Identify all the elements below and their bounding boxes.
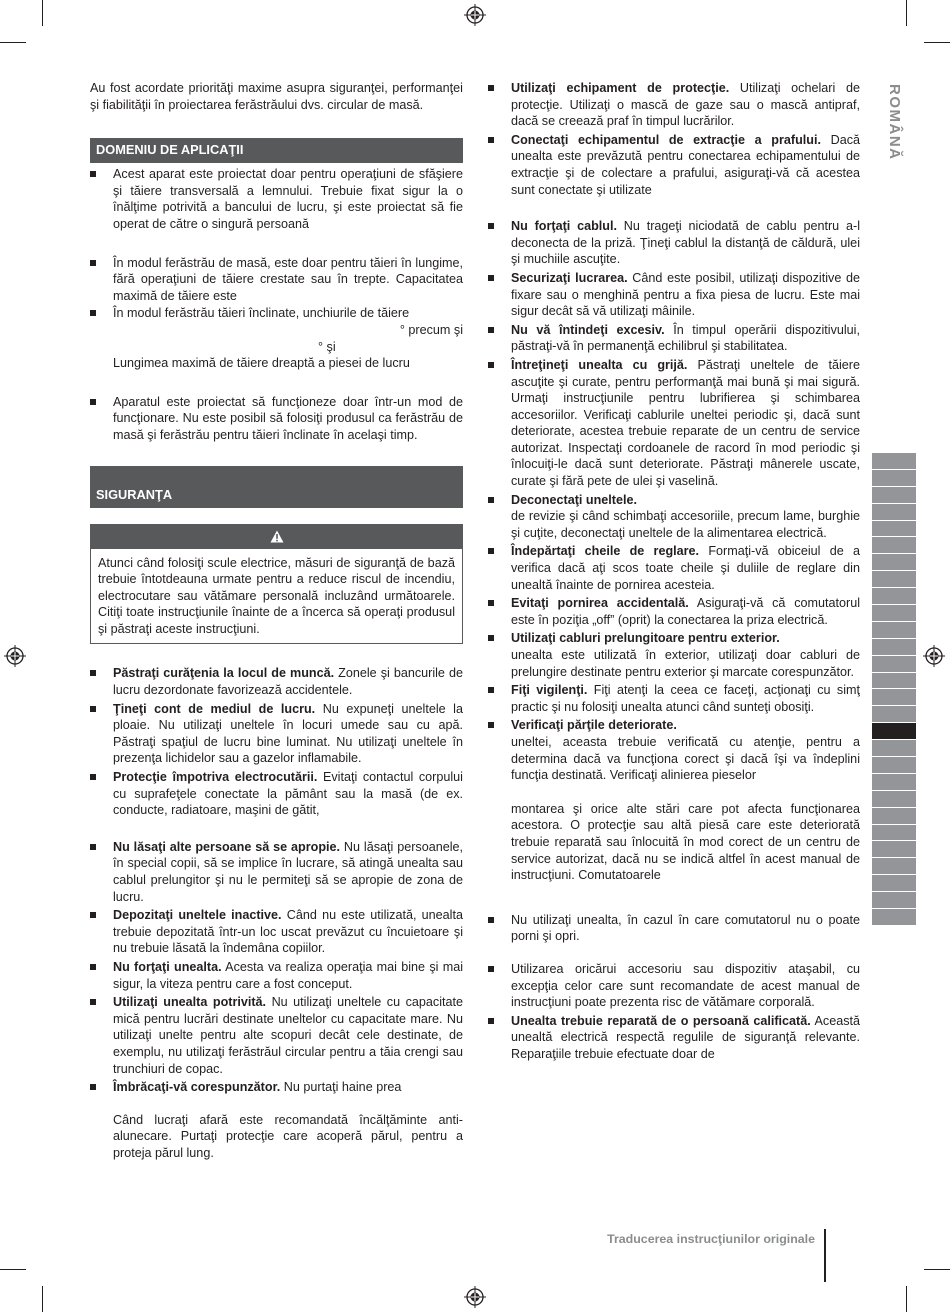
list-item-text: Nu utilizaţi uneltele cu capacitate mică pentru lucrări destinate uneltelor cu capacitate mare. Nu utilizaţi unelte pentru alte scopuri decât cele destinate, de exemplu, nu utilizaţi ferăstrăul circular pentru a tăia crengi sau trunchiuri de copac. — [113, 995, 463, 1076]
list-item-text: Nu expuneţi uneltele la ploaie. Nu utilizaţi uneltele în locuri umede sau cu apă. Păstraţi spaţiul de lucru bine luminat. Nu utilizaţi uneltele în prezenţa lichidelor sau a gazelor inflamabile. — [113, 701, 463, 766]
list-item — [488, 1013, 860, 1063]
language-tab — [872, 740, 916, 757]
list-item-text: uneltei, aceasta trebuie verificată cu atenţie, pentru a determina dacă va funcţiona corect şi dacă îşi va îndeplini funcţia destinată. Verificaţi alinierea pieselor — [511, 734, 860, 783]
bullet-square-icon — [488, 635, 494, 641]
list-item-text: ° şi — [318, 339, 336, 354]
list-item-title: Utilizaţi cabluri prelungitoare pentru exterior. — [511, 631, 780, 646]
list-item-text: Această unealtă electrică respectă regulile de siguranţă relevante. Reparaţiile trebuie efectuate doar de — [511, 1013, 861, 1061]
list-item — [90, 255, 463, 305]
language-tab — [872, 537, 916, 554]
list-item-title: Utilizaţi echipament de protecţie. — [511, 81, 730, 95]
list-item-title: Evitaţi pornirea accidentală. — [511, 596, 689, 611]
list-item — [90, 1079, 463, 1161]
language-tab — [872, 521, 916, 538]
language-tab — [872, 605, 916, 622]
bullet-square-icon — [488, 548, 494, 554]
list-item-text: Fiţi atenţi la ceea ce faceţi, acţionaţi cu simţ practic şi nu folosiţi unealta atunci când sunteţi obosiţi. — [511, 683, 861, 714]
list-item-title: Întreţineţi unealta cu grijă. — [511, 357, 688, 372]
list-item — [90, 701, 463, 767]
list-item-title: Nu forţaţi cablul. — [511, 219, 617, 234]
list-item — [90, 305, 463, 371]
bullet-square-icon — [90, 844, 96, 850]
language-tab — [872, 791, 916, 808]
registration-mark-icon — [464, 1286, 486, 1308]
list-item — [488, 357, 860, 490]
list-item-text: Lungimea maximă de tăiere dreaptă a piesei de lucru — [113, 356, 410, 371]
list-item-text: Evitaţi contactul corpului cu suprafeţele conectate la pământ sau la masă (de ex. conducte, radiatoare, maşini de gătit, — [113, 770, 463, 818]
warning-header — [91, 525, 462, 549]
list-item — [90, 665, 463, 698]
language-tab — [872, 808, 916, 825]
list-item-title: Îmbrăcaţi-vă corespunzător. — [113, 1080, 281, 1095]
list-item — [488, 543, 860, 593]
list-item-text: Utilizarea oricărui accesoriu sau dispozitiv ataşabil, cu excepţia celor care sunt recomandate de acest manual de instrucţiuni poate prezenta risc de vătămare corporală. — [511, 961, 860, 1010]
intro-paragraph: Au fost acordate priorităţi maxime asupra siguranţei, performanţei şi fiabilităţii în proiectarea ferăstrăului dvs. circular de masă. — [90, 81, 463, 112]
bullet-square-icon — [488, 1018, 494, 1024]
list-item-text: Acesta va realiza operaţia mai bine şi mai sigur, la viteza pentru care a fost conceput. — [113, 959, 463, 991]
bullet-square-icon — [488, 137, 494, 143]
list-item-text: Acest aparat este proiectat doar pentru operaţiuni de sfăşiere şi tăiere transversală a lemnului. Trebuie fixat sigur la o înălţime potrivită a bancului de lucru, şi este proiectat să fie operat de către o singură persoană — [113, 167, 463, 231]
list-item — [488, 492, 860, 542]
list-item-text: Nu trageţi niciodată de cablu pentru a-l deconecta de la priză. Ţineţi cablul la distanţă de căldură, ulei şi muchiile ascuţite. — [511, 219, 860, 267]
list-item-text: Când este posibil, utilizaţi dispozitive de fixare sau o menghină pentru a fixa piesa de lucru. Este mai sigur decât să vă utilizaţi mâinile. — [511, 270, 860, 319]
list-item-title: Depozitaţi uneltele inactive. — [113, 908, 282, 923]
list-item-text: Dacă unealta este prevăzută pentru conectarea echipamentului de extracţie şi de colectare a prafului, asiguraţi-vă că acestea sunt conectate şi utilizate — [511, 132, 860, 197]
language-label: ROMÂNĂ — [886, 84, 903, 161]
registration-mark-icon — [923, 645, 945, 667]
registration-mark-icon — [4, 645, 26, 667]
language-tab — [872, 487, 916, 504]
list-item — [90, 907, 463, 957]
bullet-square-icon — [90, 260, 96, 266]
list-item-title: Îndepărtaţi cheile de reglare. — [511, 544, 700, 559]
warning-triangle-icon — [270, 530, 284, 543]
list-item-text: Utilizaţi ochelari de protecţie. Utilizaţi o mască de gaze sau o mască antipraf, dacă se creează praf în timpul lucrărilor. — [511, 81, 860, 129]
list-item-title: Conectaţi echipamentul de extracţie a prafului. — [511, 132, 821, 147]
bullet-square-icon — [488, 687, 494, 693]
footer-text: Traducerea instrucţiunilor originale — [607, 1232, 815, 1246]
list-item-title: Nu forţaţi unealta. — [113, 959, 222, 974]
registration-mark-icon — [464, 4, 486, 26]
language-tab — [872, 875, 916, 892]
bullet-square-icon — [488, 966, 494, 972]
language-tab — [872, 825, 916, 842]
language-tab — [872, 504, 916, 521]
list-item-text: ° precum şi — [399, 322, 463, 337]
crop-mark-bottom-right — [906, 1286, 907, 1312]
list-item-text: În timpul operării dispozitivului, păstraţi-vă în permanenţă echilibrul şi stabilitatea. — [511, 322, 860, 354]
bullet-square-icon — [488, 600, 494, 606]
list-item-text: Nu utilizaţi unealta, în cazul în care comutatorul nu o poate porni şi opri. — [511, 912, 860, 944]
list-item — [488, 595, 860, 628]
language-tab — [872, 909, 916, 926]
bullet-square-icon — [488, 497, 494, 503]
list-item-title: Utilizaţi unealta potrivită. — [113, 995, 267, 1010]
bullet-square-icon — [90, 399, 96, 405]
list-item-text: Păstraţi uneltele de tăiere ascuţite şi curate, pentru performanţă mai bună şi mai sigură. Urmaţi instrucţiunile pentru lubrifierea şi schimbarea accesoriilor. Verificaţi cablurile uneltei periodic şi, dacă sunt deteriorate, acestea trebuie reparate de un centru de service autorizat. Inspectaţi cordoanele de racord în mod periodic şi înlocuiţi-le dacă sunt deteriorate. Păstraţi mânerele uscate, curate şi fără pete de ulei şi vaselină. — [511, 357, 860, 489]
footer-divider — [824, 1229, 826, 1282]
list-item-text: Nu lăsaţi persoanele, în special copii, să se implice în lucrare, să atingă unealta sau cablul prelungitor şi nu le permiteţi să se apropie de zona de lucru. — [113, 839, 464, 904]
warning-box — [90, 524, 463, 645]
list-item-title: Protecţie împotriva electrocutării. — [113, 770, 318, 785]
language-tabs — [872, 453, 916, 926]
language-tab — [872, 588, 916, 605]
list-item-text: unealta este utilizată în exterior, utilizaţi doar cabluri de prelungire destinate pentru exterior şi marcate corespunzător. — [511, 648, 860, 679]
section-heading-text: DOMENIU DE APLICAŢII — [96, 142, 244, 158]
list-item-text: În modul ferăstrău tăieri înclinate, unchiurile de tăiere — [113, 306, 410, 321]
language-tab — [872, 554, 916, 571]
list-item — [488, 717, 860, 883]
list-item-text: Zonele şi bancurile de lucru dezordonate favorizează accidentele. — [113, 666, 463, 698]
list-item — [90, 959, 463, 992]
language-tab — [872, 706, 916, 723]
language-tab-active — [872, 723, 916, 740]
section-heading — [90, 138, 463, 163]
list-item-text: În modul ferăstrău de masă, este doar pentru tăieri în lungime, fără operaţiuni de tăiere crestate sau în trepte. Capacitatea maximă de tăiere este — [113, 255, 463, 303]
list-item-text: montarea şi orice alte stări care pot afecta funcţionarea acestora. O protecţie sau altă piesă care este deteriorată trebuie reparată sau înlocuită în mod corect de un centru de service autorizat, dacă nu se indică altfel în acest manual de instrucţiuni. Comutatoarele — [511, 801, 860, 883]
list-item-text: Asiguraţi-vă că comutatorul este în poziţia „off” (oprit) la conectarea la priza electrică. — [511, 596, 860, 627]
list-item-title: Verificaţi părţile deteriorate. — [511, 718, 677, 733]
language-tab — [872, 470, 916, 487]
bullet-square-icon — [90, 999, 96, 1005]
bullet-square-icon — [90, 912, 96, 918]
crop-mark-top-left — [42, 0, 43, 26]
crop-mark-right-top — [924, 42, 950, 43]
list-item — [90, 839, 463, 905]
crop-mark-bottom-left — [42, 1286, 43, 1312]
bullet-square-icon — [488, 722, 494, 728]
language-tab — [872, 656, 916, 673]
crop-mark-right-bottom — [924, 1269, 950, 1270]
list-item-title: Nu lăsaţi alte persoane să se apropie. — [113, 839, 341, 854]
bullet-square-icon — [488, 917, 494, 923]
bullet-square-icon — [90, 670, 96, 676]
crop-mark-left-top — [0, 42, 26, 43]
bullet-square-icon — [90, 964, 96, 970]
bullet-square-icon — [488, 362, 494, 368]
list-item-text: Formaţi-vă obiceiul de a verifica dacă aţi scos toate cheile şi duliile de reglare din unealtă înainte de pornirea acesteia. — [511, 544, 860, 592]
list-item-text: de revizie şi când schimbaţi accesoriile, precum lame, burghie şi cuţite, deconectaţi uneltele de la alimentarea electrică. — [511, 509, 860, 540]
right-column — [488, 80, 860, 1062]
list-item-title: Unealta trebuie reparată de o persoană calificată. — [511, 1013, 811, 1028]
list-item — [90, 394, 463, 444]
list-item-title: Păstraţi curăţenia la locul de muncă. — [113, 666, 335, 681]
list-item-title: Fiţi vigilenţi. — [511, 683, 588, 698]
language-tab — [872, 841, 916, 858]
crop-mark-top-right — [906, 0, 907, 26]
list-item — [90, 994, 463, 1077]
section-heading — [90, 466, 463, 508]
list-item — [488, 322, 860, 355]
language-tab — [872, 757, 916, 774]
crop-mark-left-bottom — [0, 1269, 26, 1270]
list-item — [488, 961, 860, 1011]
list-item — [488, 270, 860, 320]
language-tab — [872, 892, 916, 909]
list-item-title: Nu vă întindeţi excesiv. — [511, 322, 665, 337]
language-tab — [872, 639, 916, 656]
warning-text: Atunci când folosiţi scule electrice, măsuri de siguranţă de bază trebuie întotdeauna urmate pentru a reduce riscul de incendiu, electrocutare sau vătămare personală incluzând următoarele. Citiţi toate instrucţiunile înainte de a încerca să operaţi produsul şi păstraţi aceste instrucţiuni. — [98, 555, 455, 636]
list-item — [488, 80, 860, 130]
list-item — [90, 769, 463, 819]
list-item-title: Deconectaţi uneltele. — [511, 492, 637, 507]
language-tab — [872, 774, 916, 791]
language-tab — [872, 571, 916, 588]
list-item-title: Ţineţi cont de mediul de lucru. — [113, 701, 316, 716]
list-item-title: Securizaţi lucrarea. — [511, 270, 628, 285]
language-tab — [872, 453, 916, 470]
bullet-square-icon — [488, 275, 494, 281]
list-item-text: Când nu este utilizată, unealta trebuie depozitată într-un loc uscat prevăzut cu încuietoare şi nu trebuie lăsată la îndemâna copiilor. — [113, 908, 463, 956]
list-item-text: Când lucraţi afară este recomandată încălţăminte anti-alunecare. Purtaţi protecţie care acoperă părul, pentru a proteja părul lung. — [113, 1112, 463, 1160]
bullet-square-icon — [90, 171, 96, 177]
left-column — [90, 80, 463, 1162]
bullet-square-icon — [488, 85, 494, 91]
list-item-text: Nu purtaţi haine prea — [280, 1080, 402, 1095]
section-heading-text: SIGURANŢA — [96, 486, 173, 502]
language-tab — [872, 622, 916, 639]
language-tab — [872, 858, 916, 875]
bullet-square-icon — [488, 327, 494, 333]
list-item — [90, 166, 463, 232]
list-item — [488, 132, 860, 198]
list-item-text: Aparatul este proiectat să funcţioneze doar într-un mod de funcţionare. Nu este posibil să folosiţi produsul ca ferăstrău de masă şi ferăstrău pentru tăieri înclinate în acelaşi timp. — [113, 394, 463, 442]
list-item — [488, 218, 860, 268]
bullet-square-icon — [90, 1084, 96, 1090]
bullet-square-icon — [90, 310, 96, 316]
bullet-square-icon — [90, 706, 96, 712]
bullet-square-icon — [488, 223, 494, 229]
language-tab — [872, 673, 916, 690]
language-tab — [872, 689, 916, 706]
list-item — [488, 682, 860, 715]
list-item — [488, 630, 860, 680]
bullet-square-icon — [90, 774, 96, 780]
list-item — [488, 912, 860, 945]
